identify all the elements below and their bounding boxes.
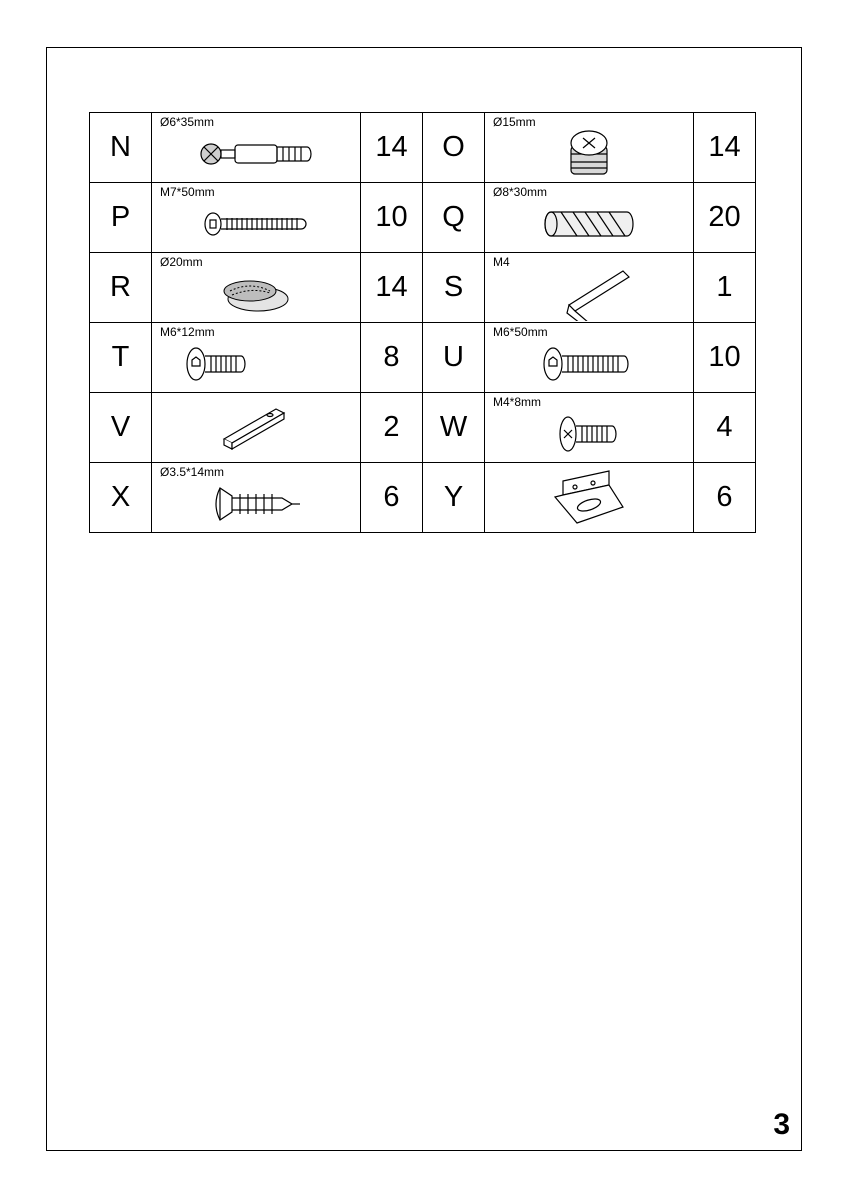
part-cell xyxy=(152,253,361,323)
part-letter: W xyxy=(423,393,485,463)
wooden-dowel-icon xyxy=(539,206,639,242)
part-spec: Ø15mm xyxy=(493,115,536,129)
part-spec: M4*8mm xyxy=(493,395,542,409)
part-quantity: 10 xyxy=(694,323,756,393)
long-bolt-icon xyxy=(539,344,639,384)
part-quantity: 4 xyxy=(694,393,756,463)
part-letter: U xyxy=(423,323,485,393)
part-quantity: 8 xyxy=(361,323,423,393)
part-letter: N xyxy=(90,113,152,183)
part-cell xyxy=(485,393,694,463)
wood-screw-icon xyxy=(206,484,306,524)
part-cell xyxy=(152,113,361,183)
part-spec: Ø6*35mm xyxy=(160,115,215,129)
rail-bracket-icon xyxy=(216,403,296,453)
part-cell xyxy=(152,393,361,463)
short-bolt-icon xyxy=(182,344,252,384)
part-letter: X xyxy=(90,463,152,533)
part-spec: Ø20mm xyxy=(160,255,203,269)
part-cell xyxy=(485,253,694,323)
table-row xyxy=(90,253,756,323)
table-row xyxy=(90,323,756,393)
part-spec: M4 xyxy=(493,255,510,269)
part-letter: V xyxy=(90,393,152,463)
part-cell xyxy=(152,463,361,533)
part-cell xyxy=(485,113,694,183)
cam-bolt-icon xyxy=(191,136,321,172)
part-cell xyxy=(485,323,694,393)
part-quantity: 14 xyxy=(361,113,423,183)
part-letter: Q xyxy=(423,183,485,253)
part-spec: M6*50mm xyxy=(493,325,548,339)
part-spec: Ø8*30mm xyxy=(493,185,548,199)
part-letter: O xyxy=(423,113,485,183)
part-quantity: 10 xyxy=(361,183,423,253)
felt-pad-icon xyxy=(216,271,296,317)
part-cell xyxy=(485,463,694,533)
cam-lock-icon xyxy=(559,128,619,180)
table-row xyxy=(90,113,756,183)
part-quantity: 6 xyxy=(361,463,423,533)
part-spec: M6*12mm xyxy=(160,325,215,339)
phillips-screw-icon xyxy=(554,413,624,455)
part-cell xyxy=(152,183,361,253)
part-spec: M7*50mm xyxy=(160,185,215,199)
part-quantity: 2 xyxy=(361,393,423,463)
parts-table xyxy=(89,112,756,533)
part-quantity: 14 xyxy=(694,113,756,183)
page-number: 3 xyxy=(773,1108,790,1141)
part-letter: T xyxy=(90,323,152,393)
part-spec: Ø3.5*14mm xyxy=(160,465,225,479)
part-letter: R xyxy=(90,253,152,323)
table-row xyxy=(90,183,756,253)
part-cell xyxy=(485,183,694,253)
table-row xyxy=(90,463,756,533)
part-letter: Y xyxy=(423,463,485,533)
part-quantity: 20 xyxy=(694,183,756,253)
wall-hanger-icon xyxy=(549,467,629,529)
part-letter: S xyxy=(423,253,485,323)
part-quantity: 1 xyxy=(694,253,756,323)
part-letter: P xyxy=(90,183,152,253)
part-quantity: 14 xyxy=(361,253,423,323)
part-quantity: 6 xyxy=(694,463,756,533)
allen-key-icon xyxy=(539,267,639,321)
part-cell xyxy=(152,323,361,393)
table-row xyxy=(90,393,756,463)
confirmat-screw-icon xyxy=(201,209,311,239)
